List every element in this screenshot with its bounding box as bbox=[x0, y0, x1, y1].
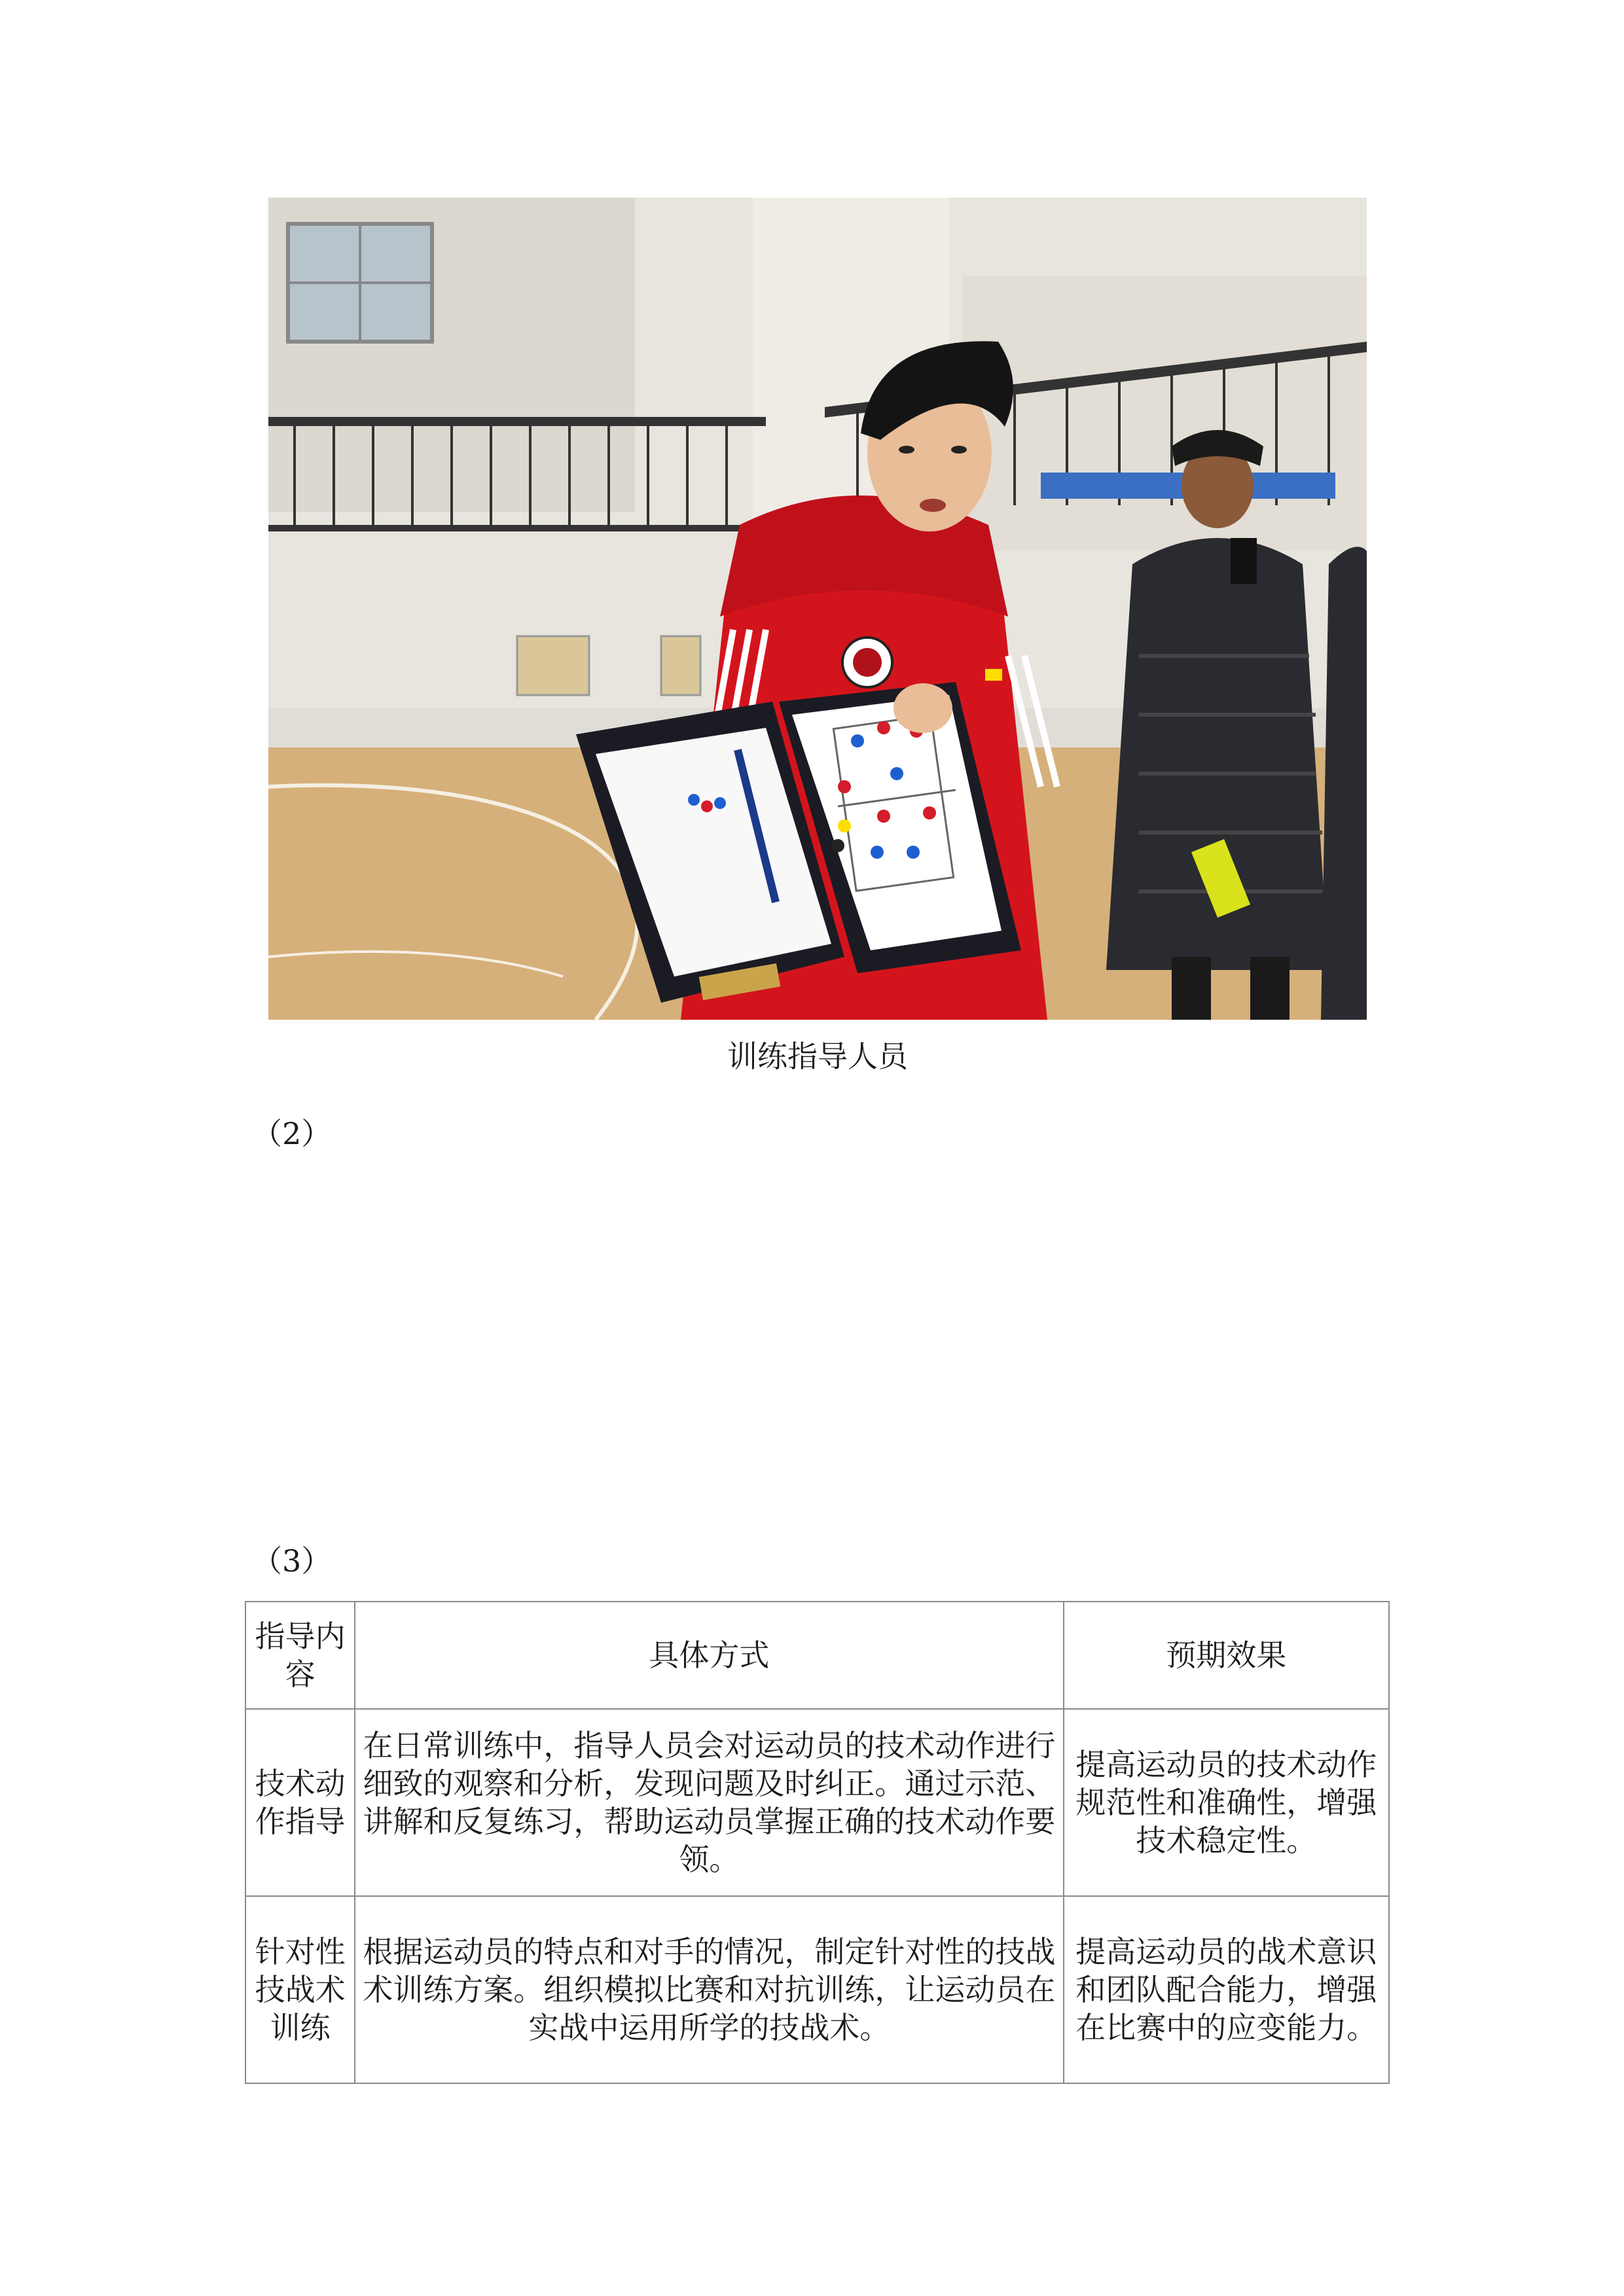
header-cell-item: 指导内容 bbox=[245, 1602, 355, 1709]
coach-photo-illustration bbox=[268, 198, 1367, 1020]
cell-item: 针对性技战术训练 bbox=[245, 1896, 355, 2083]
cell-effect: 提高运动员的战术意识和团队配合能力，增强在比赛中的应变能力。 bbox=[1064, 1896, 1389, 2083]
header-cell-effect: 预期效果 bbox=[1064, 1602, 1389, 1709]
cell-method: 根据运动员的特点和对手的情况，制定针对性的技战术训练方案。组织模拟比赛和对抗训练，让运动员在实战中运用所学的技战术。 bbox=[355, 1896, 1063, 2083]
cell-effect: 提高运动员的技术动作规范性和准确性，增强技术稳定性。 bbox=[1064, 1709, 1389, 1896]
guidance-table bbox=[245, 1601, 1390, 2084]
section-marker-3: （3） bbox=[252, 1543, 332, 1579]
section-marker-2: （2） bbox=[252, 1116, 332, 1151]
photo-caption: 训练指导人员 bbox=[727, 1039, 908, 1074]
coaching-photo bbox=[268, 198, 1367, 1020]
table-row bbox=[245, 1709, 1389, 1896]
table-row bbox=[245, 1896, 1389, 2083]
cell-method: 在日常训练中，指导人员会对运动员的技术动作进行细致的观察和分析，发现问题及时纠正。通过示范、讲解和反复练习，帮助运动员掌握正确的技术动作要领。 bbox=[355, 1709, 1063, 1896]
header-cell-method: 具体方式 bbox=[355, 1602, 1063, 1709]
cell-item: 技术动作指导 bbox=[245, 1709, 355, 1896]
table-header-row bbox=[245, 1602, 1389, 1709]
